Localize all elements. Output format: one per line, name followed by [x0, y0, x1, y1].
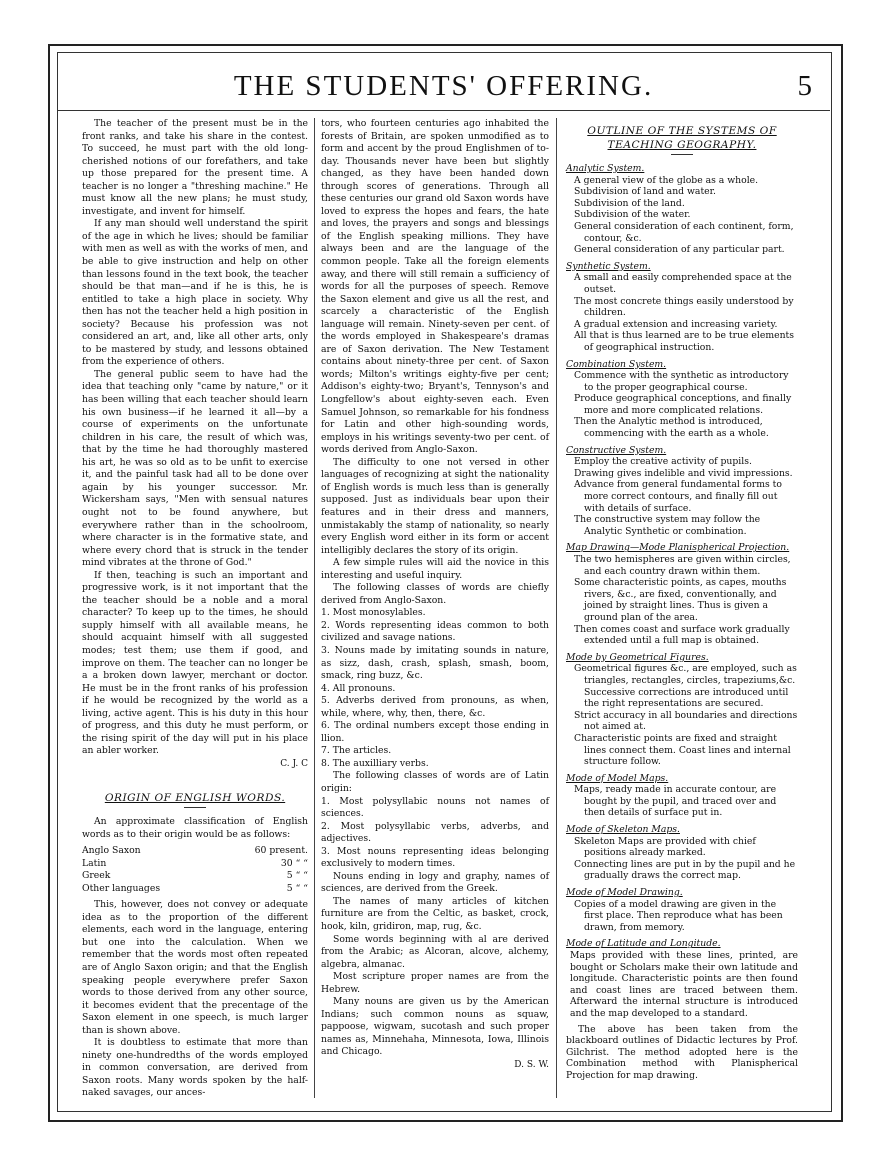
- section-heading: OUTLINE OF THE SYSTEMS OF TEACHING GEOGRAPHY.: [587, 125, 777, 151]
- list-item: Maps provided with these lines, printed, are bought or Scholars make their own latitude and longitude. Characteristic points are then found and coast lines are traced between them. Afterward the internal structure is introduced and the map developed to a standard.: [570, 950, 798, 1019]
- article-paragraph: tors, who fourteen centuries ago inhabited the forests of Britain, are spoken unmodified as to form and accent by the proud Englishmen of to-day. Thousands never have been but slightly changed, as they have been handed down through scores of generations. Through all these centuries our grand old Saxon words have loved to express the hopes and fears, the hate and loves, the prayers and songs and blessings of the English speaking millions. They have always been and are the language of the common people. Take all the foreign elements away, and there will still remain a sufficiency of words for all the purposes of speech. Remove the Saxon element and give us all the rest, and scarcely a characteristic of the English language will remain. Ninety-seven per cent. of the words employed in Shakespeare's dramas are of Saxon derivation. The New Testament contains about ninety-three per cent. of Saxon words; Milton's writings eighty-five per cent; Addison's eighty-two; Bryant's, Tennyson's and Longfellow's about eighty-seven each. Even Samuel Johnson, so remarkable for his fondness for Latin and other high-sounding words, employs in his writings seventy-two per cent. of words derived from Anglo-Saxon.: [321, 118, 549, 456]
- column-2: [321, 118, 549, 1072]
- signature: D. S. W.: [514, 1060, 549, 1071]
- article-paragraph: The teacher of the present must be in the front ranks, and take his share in the contest. To succeed, he must part with the old long-cherished notions of our forefathers, and take up those prepared for the present time. A teacher is no longer a "threshing machine." He must know all the new plans; he must study, investigate, and invent for himself.: [82, 118, 308, 217]
- list-item: General consideration of any particular part.: [574, 244, 785, 256]
- table-label: Greek: [82, 870, 111, 882]
- table-value: 60 present.: [254, 845, 308, 857]
- section-title: Mode of Model Drawing.: [566, 887, 683, 899]
- list-item: 1. Most monosylables.: [321, 607, 426, 619]
- list-item: Subdivision of the water.: [574, 209, 691, 221]
- latin-list: [321, 796, 549, 871]
- column-divider: [556, 118, 557, 1098]
- outline-section: [566, 163, 798, 256]
- outline-section: [566, 261, 798, 354]
- list-item: A small and easily comprehended space at the outset.: [574, 272, 792, 295]
- publication-title: THE STUDENTS' OFFERING.: [233, 70, 654, 102]
- list-item: Produce geographical conceptions, and finally more and more complicated relations.: [574, 393, 792, 416]
- outline-section: [566, 445, 798, 538]
- article-paragraph: Nouns ending in logy and graphy, names of sciences, are derived from the Greek.: [321, 870, 549, 895]
- masthead: [57, 62, 830, 108]
- list-item: 1. Most polysyllabic nouns not names of sciences.: [321, 795, 549, 820]
- list-item: 3. Nouns made by imitating sounds in nature, as sizz, dash, crash, splash, smash, boom, smack, ring buzz, &c.: [321, 644, 549, 682]
- section-title: Synthetic System.: [566, 260, 651, 272]
- list-item: Copies of a model drawing are given in the first place. Then reproduce what has been drawn, from memory.: [574, 898, 783, 933]
- list-item: 2. Most polysyllabic verbs, adverbs, and adjectives.: [321, 820, 549, 845]
- heading-rule: [671, 154, 693, 155]
- article-paragraph: The general public seem to have had the idea that teaching only "came by nature," or it has been willing that each teacher should learn his own business—if he learned it all—by a course of experiments on the unfortunate children in his care, the result of which was, that by the time he had thoroughly mastered his art, he was so old as to be unfit to exercise it, and the painful task had all to be done over again by his younger successor. Mr. Wickersham says, "Men with sensual natures ought not to be found anywhere, but everywhere rather than in the schoolroom, where character is in the formative state, and where every chord that is struck in the tender mind vibrates at the throne of God.": [82, 368, 308, 569]
- list-item: Then comes coast and surface work gradually extended until a full map is obtained.: [574, 623, 790, 647]
- article-paragraph: The names of many articles of kitchen furniture are from the Celtic, as basket, crock, hook, kiln, gridiron, map, rug, &c.: [321, 895, 549, 932]
- list-item: General consideration of each continent, form, contour, &c.: [574, 220, 794, 244]
- list-item: 4. All pronouns.: [321, 682, 396, 694]
- list-item: Employ the creative activity of pupils.: [574, 456, 752, 468]
- page-number: 5: [797, 70, 812, 102]
- list-item: A gradual extension and increasing variety.: [574, 318, 778, 330]
- list-item: The constructive system may follow the Analytic Synthetic or combination.: [574, 514, 761, 537]
- list-item: Skeleton Maps are provided with chief positions already marked.: [574, 835, 756, 859]
- article-paragraph: If any man should well understand the spirit of the age in which he lives; should be familiar with men as well as with the works of men, and be able to give instruction and help on other than lessons found in the text book, the teacher should be that man—and if he is this, he is entitled to take a high place in society. Why then has not the teacher held a high position in society? Because his profession was not considered an art, and, like all other arts, only to be mastered by study, and lessons obtained from the experience of others.: [82, 218, 308, 368]
- table-value: 30 “ “: [280, 857, 308, 869]
- column-divider: [314, 118, 315, 1098]
- table-row: [82, 883, 308, 896]
- section-title: Mode of Latitude and Longitude.: [566, 938, 721, 950]
- article-paragraph: Most scripture proper names are from the Hebrew.: [321, 971, 549, 995]
- origin-table: [82, 845, 308, 895]
- article-paragraph: The following classes of words are of Latin origin:: [321, 770, 549, 794]
- section-title: Combination System.: [566, 358, 667, 370]
- heading-rule: [184, 807, 206, 808]
- article-paragraph: If then, teaching is such an important and progressive work, is it not important that the the teacher should be a noble and a moral character? To keep up to the times, he should supply himself with all available means, he should acquaint himself with all suggested modes; test them; use them if good, and improve on them. The teacher can no longer be a a broken down lawyer, merchant or doctor. He must be in the front ranks of his profession if he would be recognized by the world as a living, active agent. This is his duty in this hour of progress, and this duty he must perform, or the rising spirit of the day will put in his place an abler worker.: [82, 569, 308, 757]
- list-item: Drawing gives indelible and vivid impressions.: [574, 467, 793, 479]
- list-item: The most concrete things easily understood by children.: [574, 295, 794, 319]
- list-item: Characteristic points are fixed and straight lines connect them. Coast lines and internal structure follow.: [574, 732, 791, 768]
- list-item: 8. The auxilliary verbs.: [321, 757, 429, 769]
- list-item: Connecting lines are put in by the pupil and he gradually draws the correct map.: [574, 858, 796, 882]
- list-item: Geometrical figures &c., are employed, such as triangles, rectangles, circles, trapeziums,&c. Successive corrections are introduced until the right representations are secured.: [574, 663, 797, 710]
- table-row: [82, 858, 308, 871]
- masthead-rule: [57, 110, 830, 111]
- closing-paragraph: The above has been taken from the blackboard outlines of Didactic lectures by Prof. Gilchrist. The method adopted here is the Combination method with Planispherical Projection for map drawing.: [566, 1023, 798, 1081]
- column-3: [566, 118, 798, 1082]
- outline-section: [566, 887, 798, 933]
- list-item: The two hemispheres are given within circles, and each country drawn within them.: [574, 554, 791, 577]
- table-value: 5 “ “: [286, 882, 308, 894]
- list-item: Maps, ready made in accurate contour, are bought by the pupil, and traced over and then details of surface put in.: [574, 784, 777, 819]
- signature: C. J. C: [280, 758, 308, 769]
- list-item: Subdivision of land and water.: [574, 186, 716, 198]
- section-title: Map Drawing—Mode Planispherical Projection.: [566, 542, 790, 554]
- column-1: [82, 118, 308, 1100]
- table-row: [82, 870, 308, 883]
- section-title: Mode of Model Maps.: [566, 772, 669, 784]
- list-item: Commence with the synthetic as introductory to the proper geographical course.: [574, 370, 789, 393]
- table-value: 5 “ “: [286, 870, 308, 882]
- section-title: Mode of Skeleton Maps.: [566, 824, 680, 836]
- outline-section: [566, 773, 798, 819]
- article-paragraph: An approximate classification of English words as to their origin would be as follows:: [82, 815, 308, 840]
- list-item: 3. Most nouns representing ideas belonging exclusively to modern times.: [321, 845, 549, 870]
- table-label: Anglo Saxon: [82, 845, 141, 857]
- outline-section: [566, 652, 798, 768]
- list-item: 6. The ordinal numbers except those ending in llion.: [321, 720, 549, 744]
- list-item: 7. The articles.: [321, 745, 392, 757]
- list-item: Some characteristic points, as capes, mouths rivers, &c., are fixed, conventionally, and joined by straight lines. Thus is given a ground plan of the area.: [574, 577, 787, 623]
- article-paragraph: Some words beginning with al are derived from the Arabic; as Alcoran, alcove, alchemy, algebra, almanac.: [321, 933, 549, 970]
- section-title: Constructive System.: [566, 444, 667, 456]
- article-paragraph: The difficulty to one not versed in other languages of recognizing at sight the nationality of English words is much less than is generally supposed. Just as individuals bear upon their features and in their dress and manners, unmistakably the stamp of nationality, so nearly every English word either in its form or accent intelligibly declares the story of its origin.: [321, 456, 549, 556]
- section-title: Analytic System.: [566, 163, 645, 174]
- list-item: 2. Words representing ideas common to both civilized and savage nations.: [321, 619, 549, 644]
- article-paragraph: The following classes of words are chiefly derived from Anglo-Saxon.: [321, 582, 549, 606]
- table-label: Other languages: [82, 882, 161, 894]
- outline-section: [566, 938, 798, 1019]
- section-heading: ORIGIN OF ENGLISH WORDS.: [104, 792, 286, 805]
- list-item: Then the Analytic method is introduced, commencing with the earth as a whole.: [574, 416, 769, 440]
- outline-section: [566, 824, 798, 882]
- outline-section: [566, 542, 798, 646]
- article-paragraph: A few simple rules will aid the novice in this interesting and useful inquiry.: [321, 557, 549, 581]
- article-paragraph: This, however, does not convey or adequate idea as to the proportion of the different elements, each word in the language, entering but one into the calculation. When we remember that the words most often repeated are of Anglo Saxon origin; and that the English speaking people everywhere prefer Saxon words to those derived from any other source, it becomes evident that the precentage of the Saxon element in one speech, is much larger than is shown above.: [82, 899, 308, 1036]
- outline-section: [566, 359, 798, 440]
- list-item: Subdivision of the land.: [574, 197, 685, 209]
- list-item: Strict accuracy in all boundaries and directions not aimed at.: [574, 709, 798, 733]
- saxon-list: [321, 607, 549, 770]
- table-row: [82, 845, 308, 858]
- section-title: Mode by Geometrical Figures.: [566, 651, 709, 663]
- list-item: 5. Adverbs derived from pronouns, as when, while, where, why, then, there, &c.: [321, 695, 549, 719]
- list-item: Advance from general fundamental forms to more correct contours, and finally fill out with details of surface.: [574, 479, 782, 514]
- list-item: A general view of the globe as a whole.: [574, 174, 759, 186]
- table-label: Latin: [82, 857, 107, 869]
- article-paragraph: It is doubtless to estimate that more than ninety one-hundredths of the words employed in common conversation, are derived from Saxon roots. Many words spoken by the half-naked savages, our ances-: [82, 1037, 308, 1099]
- article-paragraph: Many nouns are given us by the American Indians; such common nouns as squaw, pappoose, wigwam, sucotash and such proper names as, Minnehaha, Minnesota, Iowa, Illinois and Chicago.: [321, 996, 549, 1058]
- list-item: All that is thus learned are to be true elements of geographical instruction.: [574, 330, 795, 353]
